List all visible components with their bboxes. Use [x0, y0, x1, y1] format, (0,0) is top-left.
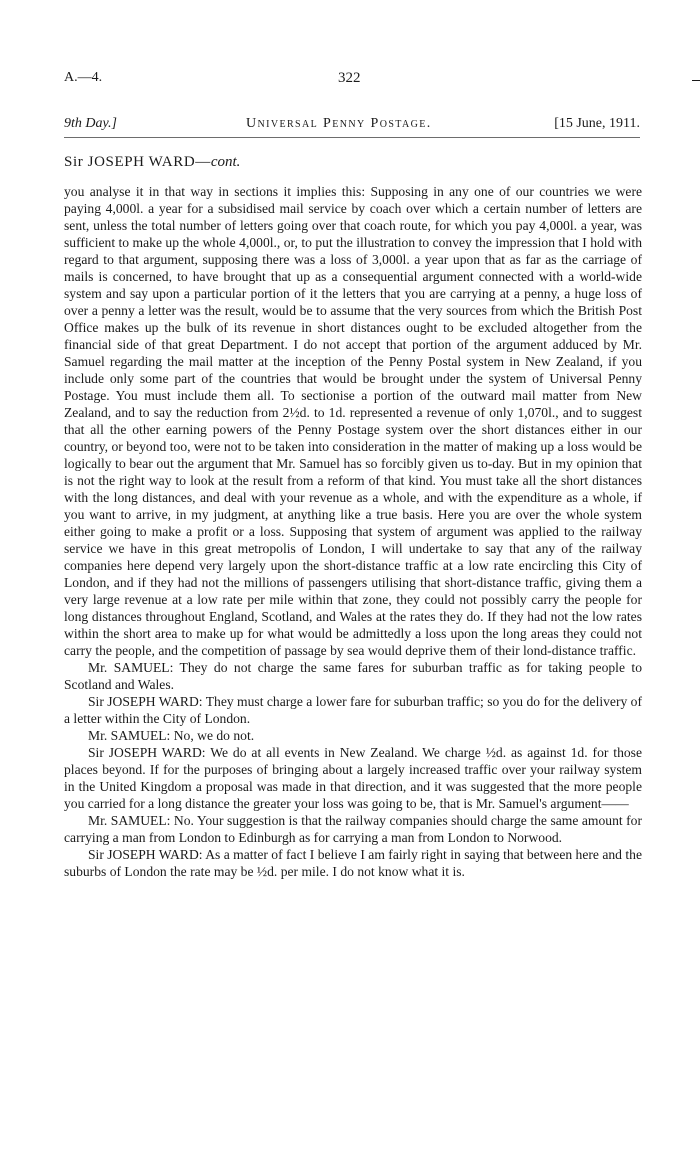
speaker-name: Sir JOSEPH WARD—	[64, 154, 211, 170]
header-rule	[64, 137, 640, 138]
running-head-date: [15 June, 1911.	[554, 116, 640, 131]
paragraph: you analyse it in that way in sections it implies this: Supposing in any one of our countries we were paying 4,000l. a year for a subsidised mail service by coach over which a certain number of letters are sent, unless the total number of letters going over that coach route, for which you pay 4,000l. a year, was sufficient to make up the whole 4,000l., or, to put the illustration to convey the impression that I hold with regard to that argument, supposing there was a loss of 3,000l. a year upon that as far as the carriage of mails is concerned, to have brought that up as a consequential argument connected with a world-wide system and say upon a particular portion of it the letters that you are carrying at a penny, a huge loss of over a penny a letter was the result, would be to assume that the very sources from which the British Post Office makes up the bulk of its revenue in short distances ought to be excluded altogether from the financial side of that great Department. I do not accept that portion of the argument adduced by Mr. Samuel regarding the mail matter at the inception of the Penny Postal system in New Zealand, if you include only some part of the countries that would be brought under the system of Universal Penny Postage. You must include them all. To sectionise a portion of the outward mail matter from New Zealand, and to say the reduction from 2½d. to 1d. represented a revenue of only 1,070l., and to suggest that all the other earning powers of the Penny Postage system over the short distances either in our country, or beyond too, were not to be taken into consideration in the matter of making up a loss would be logically to bear out the argument that Mr. Samuel has so forcibly given us to-day. But in my opinion that is not the right way to look at the result from a reform of that kind. You must take all the short distances with the long distances, and deal with your revenue as a whole, and with the expenditure as a whole, if you want to arrive, in my judgment, at anything like a true basis. Here you are over the whole system either going to make a profit or a loss. Supposing that system of argument was applied to the railway service we have in this great metropolis of London, I will undertake to say that any of the railway companies here depend very largely upon the short-distance traffic at a low rate encircling this City of London, and if they had not the millions of passengers utilising that short-distance traffic, giving them a very large revenue at a low rate per mile within that zone, they could not possibly carry the people for long distances throughout England, Scotland, and Wales at the rates they do. If they had not the low rates within the short area to make up for what would be admittedly a loss upon the long areas they could not carry the people, and the competition of passage by sea would deprive them of their lond-distance traffic.	[64, 184, 642, 658]
paragraph: Mr. SAMUEL: They do not charge the same fares for suburban traffic as for taking people to Scotland and Wales.	[64, 660, 642, 692]
paragraph: Sir JOSEPH WARD: As a matter of fact I believe I am fairly right in saying that between here and the suburbs of London the rate may be ½d. per mile. I do not know what it is.	[64, 847, 642, 879]
paragraph: Mr. SAMUEL: No. Your suggestion is that the railway companies should charge the same amount for carrying a man from London to Edinburgh as for carrying a man from London to Norwood.	[64, 813, 642, 845]
speaker-heading	[64, 154, 240, 171]
section-reference: A.—4.	[64, 70, 103, 85]
continued-label: cont.	[210, 154, 241, 170]
paragraph: Sir JOSEPH WARD: We do at all events in New Zealand. We charge ½d. as against 1d. for those places beyond. If for the purposes of bringing about a largely increased traffic over your railway system in the United Kingdom a proposal was made in that direction, and it was suggested that the more people you carried for a long distance the greater your loss was going to be, that is Mr. Samuel's argument——	[64, 745, 642, 811]
page-number: 322	[338, 70, 361, 86]
running-head-title: Universal Penny Postage.	[246, 116, 432, 131]
running-head-day: 9th Day.]	[64, 116, 117, 131]
paragraph: Sir JOSEPH WARD: They must charge a lower fare for suburban traffic; so you do for the delivery of a letter within the City of London.	[64, 694, 642, 726]
transcript-body	[64, 183, 642, 880]
running-head	[64, 116, 640, 136]
paragraph: Mr. SAMUEL: No, we do not.	[88, 728, 255, 743]
margin-mark	[692, 80, 700, 81]
